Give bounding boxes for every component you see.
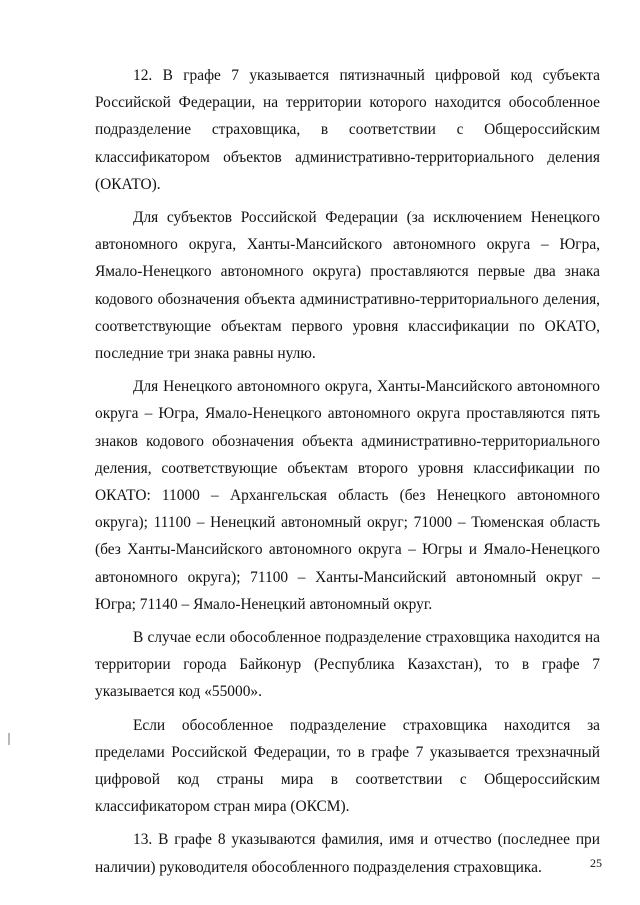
paragraph-baikonur: В случае если обособленное подразделение страховщика находится на территории города Байконур (Республика Казахстан), то в графе 7 указывается код «55000». xyxy=(95,629,600,701)
paragraph-outside-russia: Если обособленное подразделение страховщика находится за пределами Российской Федерации, то в графе 7 указывается трехзначный цифровой код страны мира в соответствии с Общероссийским классификатором стран мира (ОКСМ). xyxy=(95,716,600,816)
paragraph-item-12-okato-code: 12. В графе 7 указывается пятизначный цифровой код субъекта Российской Федерации, на территории которого находится обособленное подразделение страховщика, в соответствии с Общероссийским классификатором объектов административно-территориального деления (ОКАТО). xyxy=(95,67,600,193)
paragraph-federal-subjects: Для субъектов Российской Федерации (за исключением Ненецкого автономного округа, Ханты-Мансийского автономного округа – Югра, Ямало-Ненецкого автономного округа) проставляются первые два знака кодового обозначения объекта административно-территориального деления, соответствующие объектам первого уровня классификации по ОКАТО, последние три знака равны нулю. xyxy=(95,209,600,363)
document-body xyxy=(95,62,600,883)
paragraph-autonomous-okrugs: Для Ненецкого автономного округа, Ханты-Мансийского автономного округа – Югра, Ямало-Ненецкого автономного округа проставляются пять знаков кодового обозначения объекта административно-территориального деления, соответствующие объектам второго уровня классификации по ОКАТО: 11000 – Архангельская область (без Ненецкого автономного округа); 11100 – Ненецкий автономный округ; 71000 – Тюменская область (без Ханты-Мансийского автономного округа – Югры и Ямало-Ненецкого автономного округа); 71100 – Ханты-Мансийский автономный округ – Югра; 71140 – Ямало-Ненецкий автономный округ. xyxy=(95,378,600,613)
paragraph-item-13-manager-name: 13. В графе 8 указываются фамилия, имя и отчество (последнее при наличии) руководителя обособленного подразделения страховщика. xyxy=(95,831,600,876)
page-number: 25 xyxy=(590,856,602,870)
scan-margin-mark xyxy=(8,733,10,745)
